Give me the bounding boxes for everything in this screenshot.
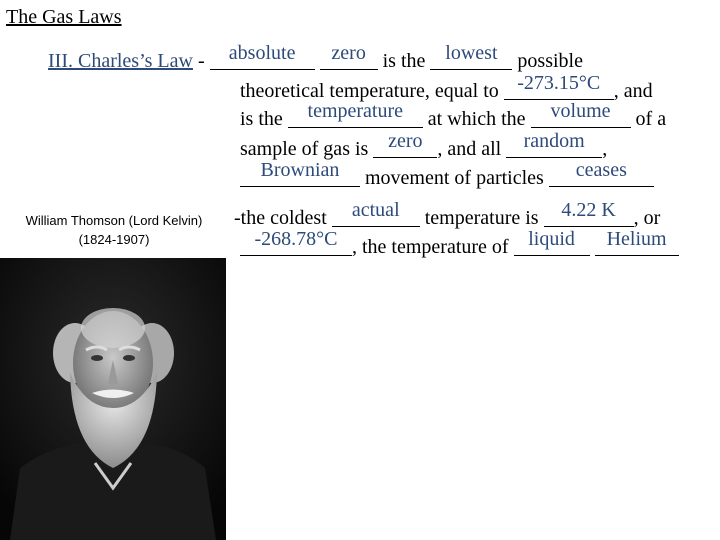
section-heading: III. Charles’s Law <box>48 50 193 72</box>
blank-zero-volume: zero <box>373 138 437 161</box>
heading-dash: - <box>192 50 210 72</box>
blank-helium-temp: -268.78°C <box>240 236 352 259</box>
charles-law-line-3: is the temperature at which the volume of a <box>240 100 667 130</box>
blank-random: random <box>506 138 602 161</box>
portrait-caption-years: (1824-1907) <box>78 232 150 247</box>
charles-law-line-2: theoretical temperature, equal to -273.15°C , and <box>240 72 653 102</box>
charles-law-line-4: sample of gas is zero , and all random , <box>240 130 608 160</box>
charles-law-line-1: III. Charles’s Law - absolute zero is the lowest possible <box>48 42 583 72</box>
portrait-image <box>0 258 226 540</box>
blank-liquid: liquid <box>514 236 590 259</box>
blank-volume: volume <box>531 108 631 131</box>
portrait-caption-name: William Thomson (Lord Kelvin) <box>25 213 203 228</box>
blank-zero: zero <box>320 50 378 73</box>
blank-ceases: ceases <box>549 167 654 190</box>
blank-actual: actual <box>332 207 420 230</box>
blank-absolute: absolute <box>210 50 315 73</box>
coldest-line-2: -268.78°C , the temperature of liquid Helium <box>240 236 679 259</box>
blank-brownian: Brownian <box>240 167 360 190</box>
blank-helium: Helium <box>595 236 679 259</box>
blank-lowest: lowest <box>430 50 512 73</box>
page-title: The Gas Laws <box>6 6 122 28</box>
coldest-line-1: -the coldest actual temperature is 4.22 K , or <box>234 199 661 229</box>
blank-4-22-k: 4.22 K <box>544 207 634 230</box>
charles-law-line-5: Brownian movement of particles ceases <box>240 167 654 190</box>
blank-absolute-zero-value: -273.15°C <box>504 80 614 103</box>
blank-temperature: temperature <box>288 108 423 131</box>
kelvin-portrait-photo <box>0 258 226 540</box>
